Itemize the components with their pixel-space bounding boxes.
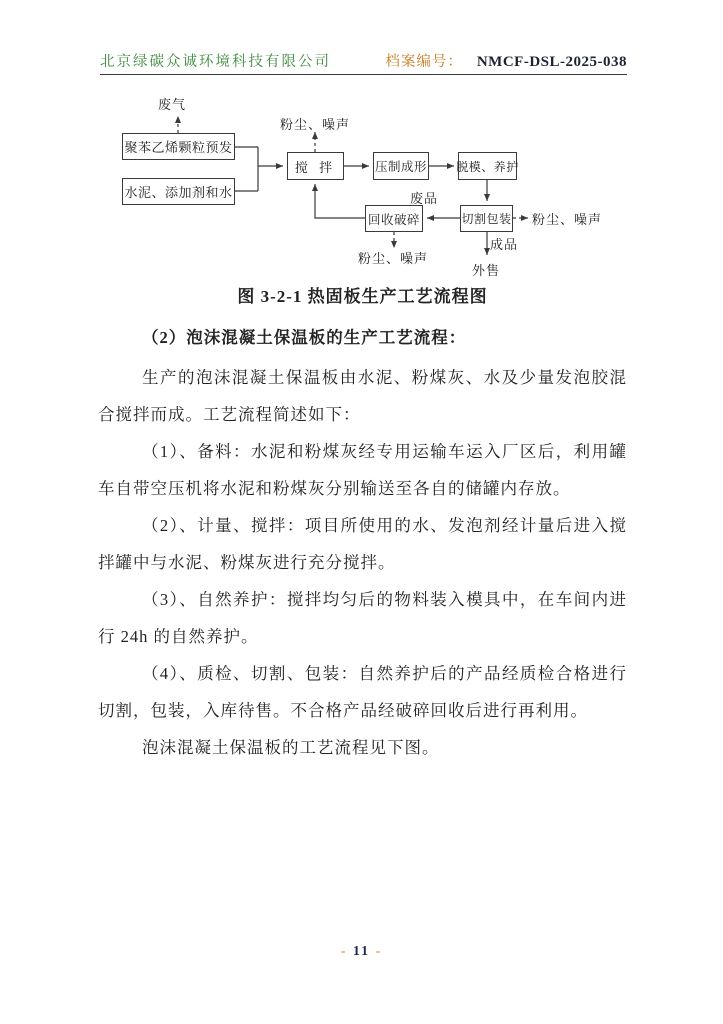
document-body <box>98 283 627 766</box>
paragraph-step4: （4）、质检、切割、包装：自然养护后的产品经质检合格进行切割，包装，入库待售。不合格产品经破碎回收后进行再利用。 <box>98 664 627 720</box>
flowchart-box-cement-additives-water: 水泥、添加剂和水 <box>122 178 235 205</box>
figure-caption: 图 3-2-1 热固板生产工艺流程图 <box>237 287 488 306</box>
header <box>100 50 627 71</box>
page-number-dash-right: - <box>375 944 383 959</box>
archive-info <box>385 50 627 71</box>
label-dust-noise-top: 粉尘、噪声 <box>280 117 351 132</box>
flowchart-box-mixing: 搅 拌 <box>287 152 344 180</box>
flowchart-box-recycle-crushing: 回收破碎 <box>365 205 423 232</box>
archive-number: NMCF-DSL-2025-038 <box>476 54 627 70</box>
page-number: 11 <box>352 944 371 959</box>
flowchart-box-demolding-curing: 脱模、养护 <box>458 152 517 180</box>
paragraph-intro: 生产的泡沫混凝土保温板由水泥、粉煤灰、水及少量发泡胶混合搅拌而成。工艺流程简述如下： <box>98 368 627 424</box>
arrow-recycle-to-mixing <box>315 184 365 218</box>
paragraph-closing: 泡沫混凝土保温板的工艺流程见下图。 <box>142 738 440 757</box>
flowchart <box>100 92 640 292</box>
company-name: 北京绿碳众诚环境科技有限公司 <box>100 54 331 70</box>
label-waste-product: 废品 <box>410 191 439 206</box>
label-finished-product: 成品 <box>490 237 519 252</box>
label-external-sale: 外售 <box>472 263 501 278</box>
paragraph-step1: （1）、备料：水泥和粉煤灰经专用运输车运入厂区后，利用罐车自带空压机将水泥和粉煤灰分别输送至各自的储罐内存放。 <box>98 442 627 498</box>
flowchart-box-cutting-packaging: 切割包装 <box>460 205 513 232</box>
paragraph-step3: （3）、自然养护：搅拌均匀后的物料装入模具中，在车间内进行 24h 的自然养护。 <box>98 590 627 646</box>
footer <box>0 944 723 960</box>
page-number-dash-left: - <box>340 944 348 959</box>
flowchart-box-pre-expansion: 聚苯乙烯颗粒预发 <box>122 133 235 160</box>
header-rule <box>100 74 627 75</box>
label-dust-noise-right: 粉尘、噪声 <box>532 212 603 227</box>
paragraph-step2: （2）、计量、搅拌：项目所使用的水、发泡剂经计量后进入搅拌罐中与水泥、粉煤灰进行充分搅拌。 <box>98 516 627 572</box>
label-waste-gas: 废气 <box>158 97 187 112</box>
section-heading: （2）泡沫混凝土保温板的生产工艺流程： <box>142 328 467 347</box>
label-dust-noise-bottom: 粉尘、噪声 <box>358 251 429 266</box>
archive-label: 档案编号： <box>385 54 463 70</box>
flowchart-box-press-forming: 压制成形 <box>373 152 429 180</box>
